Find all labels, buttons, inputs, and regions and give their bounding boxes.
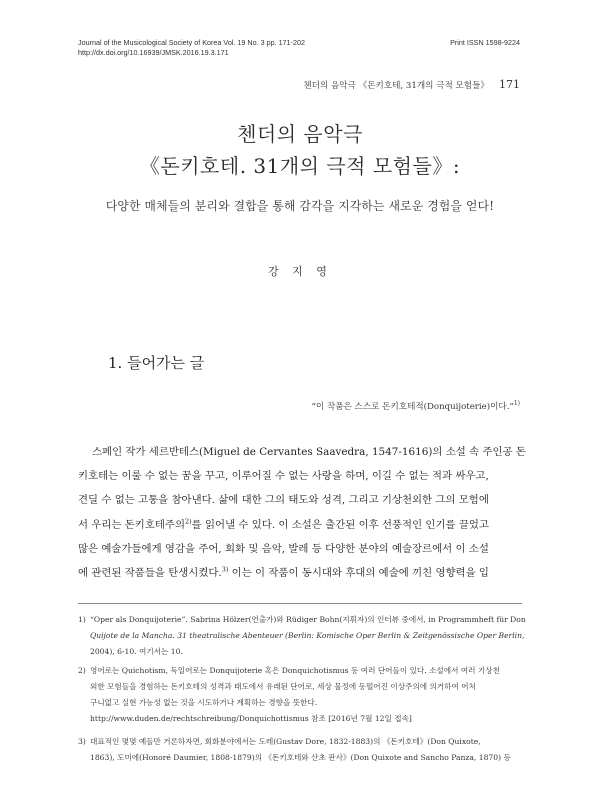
footnote-line: 대표적인 몇몇 예들만 거론하자면, 회화분야에서는 도레(Gustav Dore, 1832-1883)의 《돈키호테》(Don Quixote, [90, 737, 481, 746]
epigraph [0, 400, 520, 412]
author-name: 강 지 영 [268, 265, 332, 278]
body-text: 를 읽어낼 수 있다. 이 소설은 출간된 이후 선풍적인 인기를 끌었고 [191, 518, 489, 531]
epigraph-text: “이 작품은 스스로 돈키호테적(Donquijoterie)이다.” [311, 402, 514, 412]
footnote-ref-1[interactable]: 1) [513, 400, 520, 408]
title-line-1: 첸더의 음악극 [237, 122, 363, 146]
body-line: 견딜 수 없는 고통을 참아낸다. 삶에 대한 그의 태도와 성격, 그리고 기상천외한 그의 모험에 [78, 494, 489, 507]
body-line: 키호테는 이룰 수 없는 꿈을 꾸고, 이루어질 수 없는 사랑을 하며, 이길 수 없는 적과 싸우고, [78, 470, 489, 483]
running-title: 첸더의 음악극 《돈키호테, 31개의 극적 모험들》 [303, 81, 489, 91]
doi-link[interactable]: http://dx.doi.org/10.16939/JMSK.2016.19.3.171 [78, 48, 229, 57]
footnote-url[interactable]: http://www.duden.de/rechtschreibung/Donquichottismus 참조 [2016년 7월 12일 접속] [90, 714, 412, 723]
footnote-number: 1) [78, 615, 86, 624]
footnote-number: 3) [78, 737, 86, 746]
page-number: 171 [499, 78, 520, 91]
footnote-line: 외한 모험들을 경험하는 돈키호테의 성격과 태도에서 유래된 단어로, 세상 물정에 동떨어진 이상주의에 의거하여 어처 [90, 682, 476, 691]
footnote-line: Quijote de la Mancha. 31 theatralische Abenteuer (Berlin: Komische Oper Berlin & Zeitgenössische Oper Berlin, [90, 631, 525, 640]
body-text: 이는 이 작품이 동시대와 후대의 예술에 끼친 영향력을 입 [228, 567, 489, 580]
body-paragraph [78, 440, 526, 585]
body-line: 많은 예술가들에게 영감을 주어, 회화 및 음악, 발레 등 다양한 분야의 예술장르에서 이 소설 [78, 542, 489, 555]
body-line [78, 561, 522, 585]
footnote-line: “Oper als Donquijoterie”. Sabrina Hölzer(연출가)와 Rüdiger Bohn(지휘자)의 인터뷰 중에서, in Programmheft für Don [90, 615, 526, 624]
footnote-2 [78, 663, 522, 727]
footnote-divider [78, 603, 522, 604]
footnote-3 [78, 734, 522, 766]
running-header [303, 78, 520, 91]
footnote-ref-3[interactable]: 3) [221, 565, 229, 574]
footnote-line: 2004), 6-10. 여기서는 10. [90, 647, 183, 656]
footnote-line: 1863), 도미에(Honoré Daumier, 1808-1879)의 《돈키호테와 산초 판사》(Don Quixote and Sancho Panza, 1870) 등 [90, 753, 511, 762]
journal-info [78, 38, 305, 58]
body-text: 서 우리는 돈키호테주의 [78, 518, 185, 531]
footnote-line: 구니없고 실현 가능성 없는 것을 시도하거나 계획하는 경향을 뜻한다. [90, 698, 318, 707]
subtitle: 다양한 매체들의 분리와 결합을 통해 감각을 지각하는 새로운 경험을 얻다! [105, 199, 495, 213]
journal-citation: Journal of the Musicological Society of Korea Vol. 19 No. 3 pp. 171-202 [78, 38, 305, 47]
body-line: 스페인 작가 세르반테스(Miguel de Cervantes Saavedra, 1547-1616)의 소설 속 주인공 돈 [92, 446, 526, 458]
footnote-number: 2) [78, 666, 86, 675]
footnote-ref-2[interactable]: 2) [184, 517, 192, 526]
title-line-2: 《돈키호테. 31개의 극적 모험들》: [139, 154, 461, 178]
footnote-1 [78, 612, 526, 660]
issn: Print ISSN 1598-9224 [450, 38, 520, 47]
section-heading: 1. 들어가는 글 [108, 354, 205, 372]
footnote-line: 영어로는 Quichotism, 독일어로는 Donquijoterie 혹은 Donquichotismus 등 여러 단어들이 있다. 소설에서 여러 기상천 [90, 666, 500, 675]
body-text: 에 관련된 작품들을 탄생시켰다. [78, 567, 222, 580]
body-line [78, 513, 522, 537]
